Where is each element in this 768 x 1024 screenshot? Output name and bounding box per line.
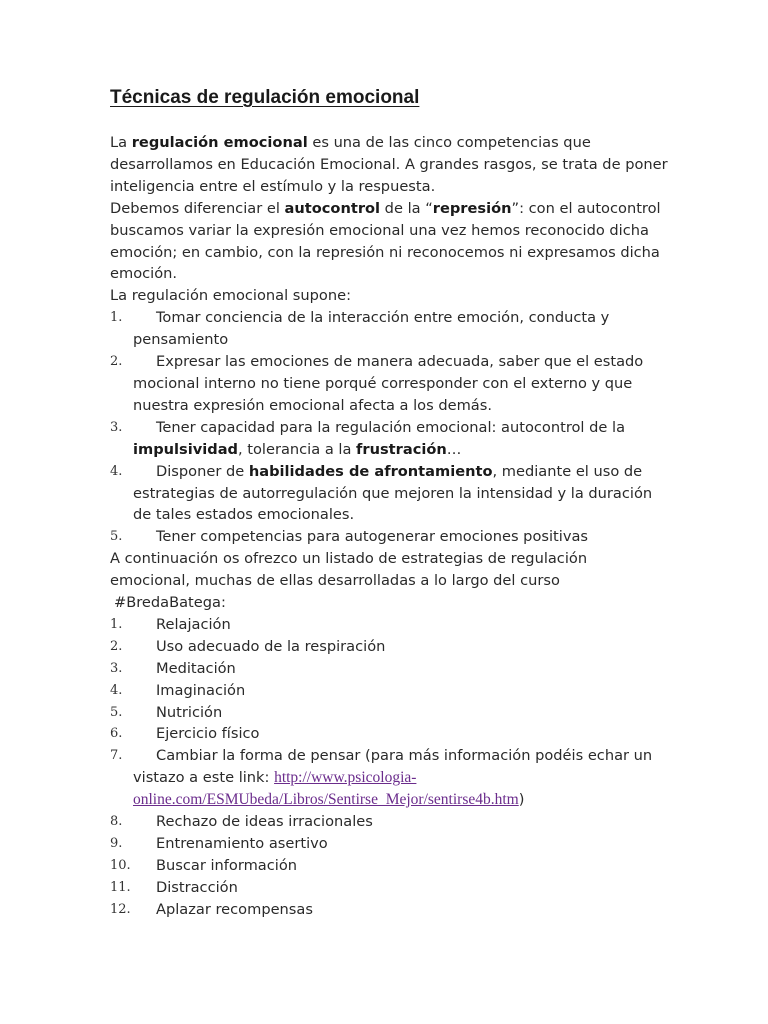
strategies-list (110, 614, 670, 921)
bold-term: regulación emocional (131, 134, 308, 151)
text-run: ”: con el autocontrol buscamos variar la expresión emocional una vez hemos reconocido dicha emoción; en cambio, con la represión ni reconocemos ni expresamos dicha emoción. (110, 199, 661, 283)
list-number: 9. (110, 836, 123, 851)
list-number: 8. (110, 814, 123, 830)
bold-term: autocontrol (284, 199, 381, 217)
list-number: 1. (110, 310, 123, 326)
list-text: Entrenamiento asertivo (156, 835, 328, 852)
list-item (110, 833, 670, 855)
list-item (110, 899, 670, 921)
psicologia-online-link[interactable]: http://www.psicologia-online.com/ESMUbeda/Libros/Sentirse_Mejor/sentirse4b.htm (133, 769, 519, 809)
list-number: 3. (110, 660, 123, 676)
hashtag: #BredaBatega: (114, 594, 226, 612)
text-run: … (446, 440, 462, 458)
list-item (110, 745, 670, 811)
list-text (133, 745, 670, 811)
text-run: Cambiar la forma de pensar (para más información podéis echar un vistazo a este link: (133, 747, 653, 787)
bold-term: represión (432, 199, 512, 217)
bold-term: habilidades de afrontamiento (248, 462, 493, 480)
list-item (110, 811, 670, 833)
list-number: 5. (110, 529, 123, 545)
text-run: ) (518, 791, 525, 809)
list-number: 3. (110, 419, 123, 435)
list-item (110, 877, 670, 899)
list-item (110, 417, 670, 461)
list-text: Meditación (156, 659, 236, 677)
list-number: 2. (110, 638, 123, 654)
list-text: Aplazar recompensas (156, 900, 313, 918)
list-item (110, 307, 670, 351)
list-text: Distracción (156, 878, 238, 896)
list-text: Imaginación (156, 681, 246, 699)
paragraph-supone: La regulación emocional supone: (110, 287, 351, 305)
text-run: Debemos diferenciar el (110, 199, 285, 217)
text-run: de la “ (380, 199, 433, 217)
list-text: Tomar conciencia de la interacción entre emoción, conducta y pensamiento (133, 309, 610, 349)
bold-term: frustración (356, 440, 447, 458)
list-item (110, 351, 670, 417)
list-number: 11. (110, 879, 131, 895)
list-number: 5. (110, 704, 123, 720)
list-number: 2. (110, 354, 123, 370)
list-number: 10. (110, 857, 131, 873)
list-number: 6. (110, 726, 123, 742)
list-text: Buscar información (156, 856, 297, 874)
list-number: 4. (110, 463, 123, 479)
list-text: Uso adecuado de la respiración (156, 637, 386, 655)
list-text: Expresar las emociones de manera adecuada, saber que el estado mocional interno no tiene porqué corresponder con el externo y que nuestra expresión emocional afecta a los demás. (133, 353, 644, 414)
list-item (110, 461, 670, 527)
list-item (110, 526, 670, 548)
supone-list (110, 307, 670, 548)
text-run: Disponer de (156, 462, 249, 480)
text-run: , mediante el uso de estrategias de autorregulación que mejoren la intensidad y la duración de tales estados emocionales. (133, 462, 653, 524)
text-run: La (110, 134, 132, 151)
text-run: es una de las cinco competencias que desarrollamos en Educación Emocional. A grandes rasgos, se trata de poner inteligencia entre el estímulo y la respuesta. (110, 134, 668, 195)
list-item (110, 614, 670, 636)
list-item (110, 680, 670, 702)
list-item (110, 636, 670, 658)
list-item (110, 855, 670, 877)
list-text (133, 417, 670, 461)
list-text: Rechazo de ideas irracionales (156, 813, 373, 831)
list-item (110, 723, 670, 745)
list-number: 4. (110, 682, 123, 698)
text-run: Tener capacidad para la regulación emocional: autocontrol de la (156, 418, 626, 436)
list-item (110, 702, 670, 724)
list-text: Nutrición (156, 703, 223, 721)
paragraph-intro (110, 132, 670, 198)
bold-term: impulsividad (133, 440, 238, 458)
list-number: 1. (110, 616, 123, 632)
paragraph-continuation: A continuación os ofrezco un listado de estrategias de regulación emocional, muchas de ellas desarrolladas a lo largo del curso (110, 550, 588, 590)
document-page (110, 86, 670, 921)
list-item (110, 658, 670, 680)
list-number: 7. (110, 748, 123, 764)
text-run: , tolerancia a la (238, 440, 357, 458)
list-number: 12. (110, 901, 131, 917)
list-text: Ejercicio físico (156, 725, 260, 743)
list-text: Relajación (156, 615, 231, 633)
list-text: Tener competencias para autogenerar emociones positivas (156, 528, 588, 546)
paragraph-autocontrol (110, 198, 670, 286)
page-title: Técnicas de regulación emocional (110, 87, 420, 108)
list-text (133, 461, 670, 527)
